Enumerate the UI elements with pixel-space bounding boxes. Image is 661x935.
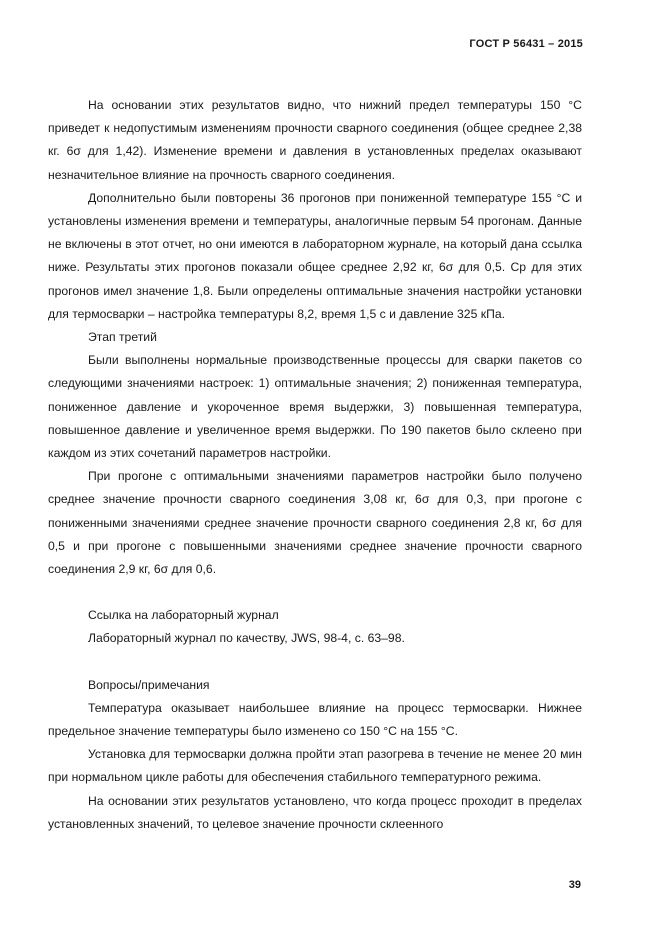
spacer bbox=[48, 581, 582, 604]
section-heading-questions: Вопросы/примечания bbox=[88, 677, 210, 692]
paragraph-results-lower-limit: На основании этих результатов видно, что нижний предел температуры 150 °С приведет к недопустимым изменениям прочности сварного соединения (общее среднее 2,38 кг. 6σ для 1,42). Изменение времени и давления в установленных пределах оказывают незначительное влияние на прочность сварного соединения. bbox=[48, 98, 582, 182]
document-body bbox=[48, 94, 582, 836]
lab-journal-reference: Лабораторный журнал по качеству, JWS, 98-4, с. 63–98. bbox=[88, 631, 405, 646]
section-heading-lab-journal: Ссылка на лабораторный журнал bbox=[88, 608, 279, 623]
section-heading-stage-three: Этап третий bbox=[88, 330, 157, 345]
page-number: 39 bbox=[568, 879, 581, 891]
paragraph-optimal-run-results: При прогоне с оптимальными значениями параметров настройки было получено среднее значение прочности сварного соединения 3,08 кг, 6σ для 0,3, при прогоне с пониженными значениями среднее значение прочности сварного соединения 2,8 кг, 6σ для 0,5 и при прогоне с повышенными значениями среднее значение прочности сварного соединения 2,9 кг, 6σ для 0,6. bbox=[48, 469, 582, 577]
paragraph-production-runs: Были выполнены нормальные производственные процессы для сварки пакетов со следующими значениями настроек: 1) оптимальные значения; 2) пониженная температура, пониженное давление и укороченное время выдержки, 3) повышенная температура, повышенное давление и увеличенное время выдержки. По 190 пакетов было склеено при каждом из этих сочетаний параметров настройки. bbox=[48, 353, 582, 461]
document-code-header: ГОСТ Р 56431 – 2015 bbox=[469, 38, 583, 50]
paragraph-warmup: Установка для термосварки должна пройти этап разогрева в течение не менее 20 мин при нормальном цикле работы для обеспечения стабильного температурного режима. bbox=[48, 747, 582, 785]
spacer bbox=[48, 651, 582, 674]
paragraph-conclusion: На основании этих результатов установлено, что когда процесс проходит в пределах установленных значений, то целевое значение прочности склеенного bbox=[48, 793, 582, 831]
paragraph-additional-runs: Дополнительно были повторены 36 прогонов при пониженной температуре 155 °С и установлены изменения времени и температуры, аналогичные первым 54 прогонам. Данные не включены в этот отчет, но они имеются в лабораторном журнале, на который дана ссылка ниже. Результаты этих прогонов показали общее среднее 2,92 кг, 6σ для 0,5. Cp для этих прогонов имел значение 1,8. Были определены оптимальные значения настройки установки для термосварки – настройка температуры 8,2, время 1,5 с и давление 325 кПа. bbox=[48, 190, 582, 321]
paragraph-temperature-influence: Температура оказывает наибольшее влияние на процесс термосварки. Нижнее предельное значение температуры было изменено со 150 °С на 155 °С. bbox=[48, 700, 582, 739]
